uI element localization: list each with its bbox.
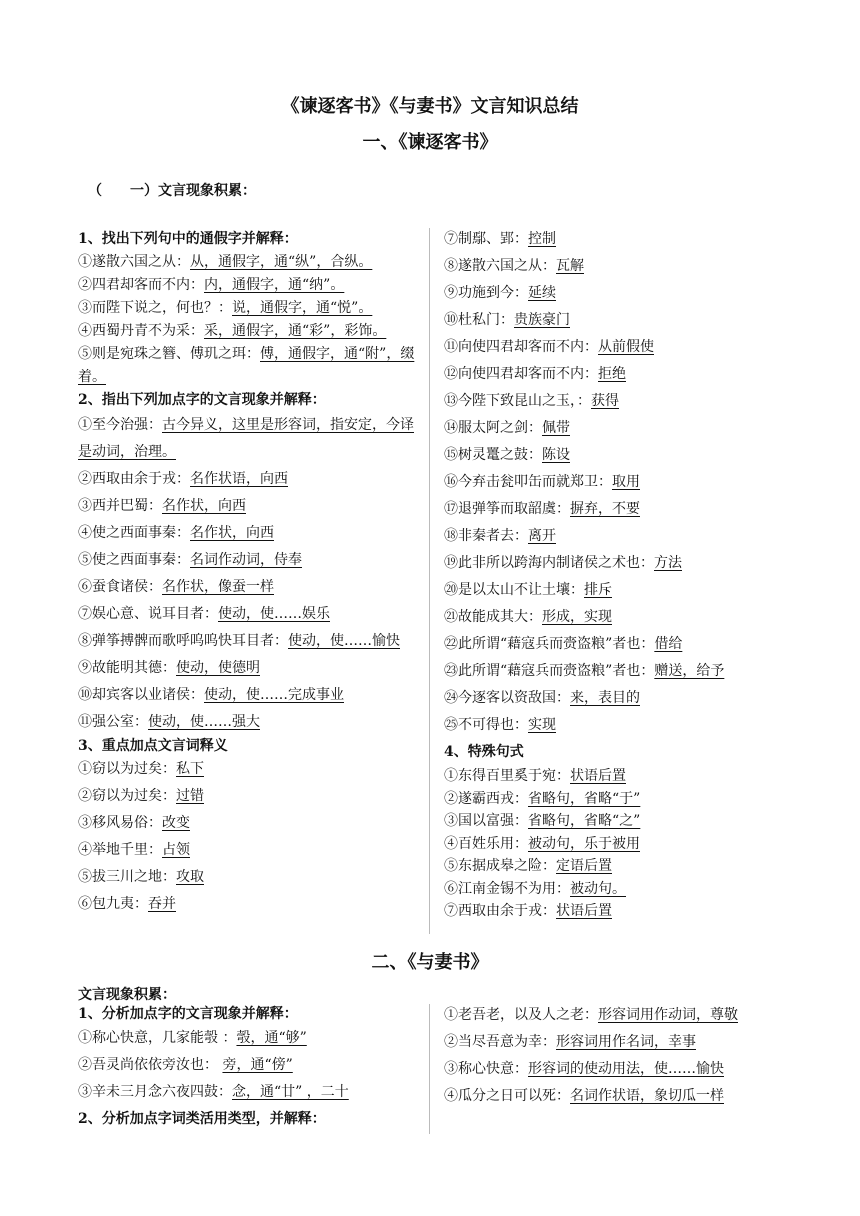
list-item [78,837,418,864]
answer-text: 使动，使……愉快 [288,633,400,649]
list-item [444,765,824,788]
answer-text: 名作状，像蚕一样 [162,579,274,595]
question-text: ①窃以为过矣： [78,761,176,777]
list-item [78,601,418,628]
question-text: ②西取由余于戎： [78,471,190,487]
list-item [444,712,824,739]
list-item [444,415,824,442]
question-text: ⑲此非所以跨海内制诸侯之术也： [444,555,654,571]
answer-text: 取用 [612,474,640,490]
list-item [444,523,824,550]
question-text: ⑩杜私门： [444,312,514,328]
question-text: ②当尽吾意为幸： [444,1034,556,1050]
list-item [78,251,418,274]
list-item [444,388,824,415]
list-item [444,550,824,577]
question-text: ⑨功施到今： [444,285,528,301]
list-item [78,891,418,918]
question-text: ③国以富强： [444,813,528,829]
question-text: ⑤拔三川之地： [78,869,176,885]
answer-text: 名作状语，向西 [190,471,288,487]
question-text: ⑱非秦者去： [444,528,528,544]
list-item [444,1002,824,1029]
list-item [78,1025,423,1052]
answer-text: 名作状，向西 [162,498,246,514]
sub-heading-phenomena-2: 文言现象积累： [78,987,176,1003]
question-text: ⑧弹筝搏髀而歌呼呜呜快耳目者： [78,633,288,649]
answer-text: 获得 [591,393,619,409]
list-item [78,493,418,520]
list-item [444,334,824,361]
answer-text: 来，表目的 [570,690,640,706]
answer-text: 赠送，给予 [654,663,725,679]
question-text: ①遂散六国之从： [78,254,190,270]
question-text: ②四君却客而不内： [78,277,204,293]
list-item [444,1056,824,1083]
question-text: ③辛未三月念六夜四鼓： [78,1084,232,1100]
list-item [444,307,824,334]
list-item [78,520,418,547]
answer-text: 方法 [654,555,682,571]
list-item [78,297,418,320]
question-text: ⑬今陛下致昆山之玉，： [444,393,591,409]
question-text: ②吾灵尚依依旁汝也： [78,1057,223,1073]
list-item [444,833,824,856]
answer-text: 被动句，乐于被用 [528,835,640,852]
answer-text: 借给 [654,636,683,652]
list-item [78,756,418,783]
answer-text: 省略句，省略“于” [528,790,641,807]
column-divider-2 [429,1004,430,1134]
answer-text: 形容词的使动用法，使……愉快 [528,1061,724,1077]
answer-text: 被动句。 [570,880,626,897]
answer-text: 采，通假字，通“彩”，彩饰。 [204,323,387,339]
part1-left-column [78,228,418,918]
question-text: ⑨故能明其德： [78,660,176,676]
answer-text: 从，通假字，通“纵”，合纵。 [190,254,373,270]
question-text: ①称心快意，几家能彀 ： [78,1030,237,1046]
list-item [444,878,824,901]
list-item [78,412,418,466]
question-text: ①东得百里奚于宛： [444,768,570,784]
answer-text: 过错 [176,788,204,804]
answer-text: 念，通“廿” ，二十 [232,1084,349,1100]
list-item [78,783,418,810]
answer-text: 排斥 [584,582,612,598]
sub-heading-phenomena: （ 一）文言现象积累： [88,183,256,199]
question-text: ⑤东据成皋之险： [444,858,556,874]
list-item [444,226,824,253]
list-item [78,274,418,297]
part2-left-column [78,1003,423,1133]
part2-right-column [444,1002,824,1110]
question-text: ④西蜀丹青不为采： [78,323,204,339]
question-text: ④举地千里： [78,842,162,858]
list-item [444,788,824,811]
question-text: ②窃以为过矣： [78,788,176,804]
answer-text: 私下 [176,761,204,777]
answer-text: 佩带 [542,420,570,436]
list-item [78,628,418,655]
question-text: ④使之西面事秦： [78,525,190,541]
question-text: ⑮树灵鼍之鼓： [444,447,542,463]
list-item [78,1052,423,1079]
question-text: ㉑故能成其大： [444,609,542,625]
question-text: ⑯今弃击瓮叩缶而就郑卫： [444,474,612,490]
question-text: ⑤使之西面事秦： [78,552,190,568]
answer-text: 说，通假字，通“悦”。 [232,300,373,316]
question-text: ⑭服太阿之剑： [444,420,542,436]
list-item [444,280,824,307]
list-item [78,466,418,493]
list-item [444,685,824,712]
section-4-title: 4、特殊句式 [444,744,524,760]
question-text: ⑦娱心意、说耳目者： [78,606,218,622]
list-item [78,574,418,601]
question-text: ③而陛下说之，何也？： [78,300,232,316]
answer-text: 占领 [162,842,190,858]
answer-text: 延续 [528,285,556,301]
list-item [444,631,824,658]
section-heading-jianzhukeshu: 一、《谏逐客书》 [362,132,498,153]
question-text: ㉓此所谓“藉寇兵而赍盗粮”者也： [444,663,655,679]
list-item [78,320,418,343]
question-text: ⑧遂散六国之从： [444,258,556,274]
answer-text: 使动，使德明 [176,660,260,676]
answer-text: 实现 [528,717,556,733]
document-title: 《谏逐客书》《与妻书》文言知识总结 [281,96,579,117]
part2-section-2-title: 2、分析加点字词类活用类型，并解释： [78,1111,326,1127]
answer-text: 使动，使……完成事业 [204,687,344,703]
list-item [444,442,824,469]
question-text: ⑥江南金锡不为用： [444,880,570,897]
answer-text: 瓦解 [556,258,584,274]
question-text: ⑦西取由余于戎： [444,903,556,919]
list-item [444,253,824,280]
list-item [444,604,824,631]
question-text: ⑦制鄢、郢： [444,231,528,247]
answer-text: 拒绝 [598,366,626,382]
answer-text: 贵族豪门 [514,312,570,328]
part1-right-column [444,226,824,923]
question-text: ④百姓乐用： [444,835,528,852]
answer-text: 状语后置 [570,768,626,784]
question-text: ⑩却宾客以业诸侯： [78,687,204,703]
list-item [78,655,418,682]
answer-text: 状语后置 [556,903,612,919]
answer-text: 陈设 [542,447,570,463]
question-text: ⑫向使四君却客而不内： [444,366,598,382]
answer-text: 攻取 [176,869,204,885]
section-3-title: 3、重点加点文言词释义 [78,738,228,754]
list-item [444,361,824,388]
list-item [444,577,824,604]
answer-text: 彀，通“够” [236,1030,307,1046]
list-item [444,658,824,685]
answer-text: 定语后置 [556,858,612,874]
answer-text: 名作状，向西 [190,525,274,541]
section-1-title: 1、找出下列句中的通假字并解释： [78,231,298,247]
question-text: ①老吾老，以及人之老： [444,1007,598,1023]
list-item [444,855,824,878]
list-item [444,469,824,496]
section-2-title: 2、指出下列加点字的文言现象并解释： [78,392,326,408]
question-text: ③西并巴蜀： [78,498,162,514]
question-text: ⑳是以太山不让土壤： [444,582,584,598]
answer-text: 旁，通“傍” [222,1057,293,1073]
question-text: ④瓜分之日可以死： [444,1088,570,1104]
question-text: ⑥蚕食诸侯： [78,579,162,595]
answer-text: 使动，使……娱乐 [218,606,330,622]
question-text: ㉒此所谓“藉寇兵而赍盗粮”者也： [444,636,655,652]
list-item [444,900,824,923]
list-item [78,682,418,709]
question-text: ⑥包九夷： [78,896,148,912]
answer-text: 形成，实现 [542,609,612,625]
answer-text: 形容词用作动词，尊敬 [598,1007,738,1023]
part2-section-1-title: 1、分析加点字的文言现象并解释： [78,1006,298,1022]
answer-text: 省略句，省略“之” [528,813,641,829]
question-text: ⑰退弹筝而取韶虞： [444,501,570,517]
question-text: ㉕不可得也： [444,717,528,733]
question-text: ⑤则是宛珠之簪、傅玑之珥： [78,346,260,362]
answer-text: 使动，使……强大 [148,714,260,730]
list-item [78,810,418,837]
column-divider [429,228,430,934]
answer-text: 名词作动词，侍奉 [190,552,302,568]
answer-text: 摒弃，不要 [570,501,640,517]
answer-text: 古今异义，这里是形容词，指安定，今译是动词，治理。 [78,417,414,460]
answer-text: 名词作状语，象切瓜一样 [570,1088,724,1104]
list-item [78,1079,423,1106]
list-item [78,864,418,891]
list-item [444,1029,824,1056]
list-item [78,547,418,574]
question-text: ㉔今逐客以资敌国： [444,690,570,706]
list-item [444,1083,824,1110]
answer-text: 从前假使 [598,339,654,355]
section-heading-yuqishu: 二、《与妻书》 [371,952,489,973]
answer-text: 离开 [528,528,556,544]
answer-text: 控制 [528,231,556,247]
answer-text: 改变 [162,815,190,831]
question-text: ①至今治强： [78,417,162,433]
question-text: ②遂霸西戎： [444,790,528,807]
question-text: ⑪向使四君却客而不内： [444,339,598,355]
question-text: ③称心快意： [444,1061,528,1077]
list-item [444,496,824,523]
answer-text: 吞并 [148,896,176,912]
answer-text: 傅，通假字，通“附”，缀着。 [78,346,415,385]
list-item [78,709,418,736]
list-item [78,343,418,389]
question-text: ③移风易俗： [78,815,162,831]
question-text: ⑪强公室： [78,714,148,730]
list-item [444,810,824,833]
answer-text: 形容词用作名词，幸事 [556,1034,696,1050]
answer-text: 内，通假字，通“纳”。 [204,277,345,293]
